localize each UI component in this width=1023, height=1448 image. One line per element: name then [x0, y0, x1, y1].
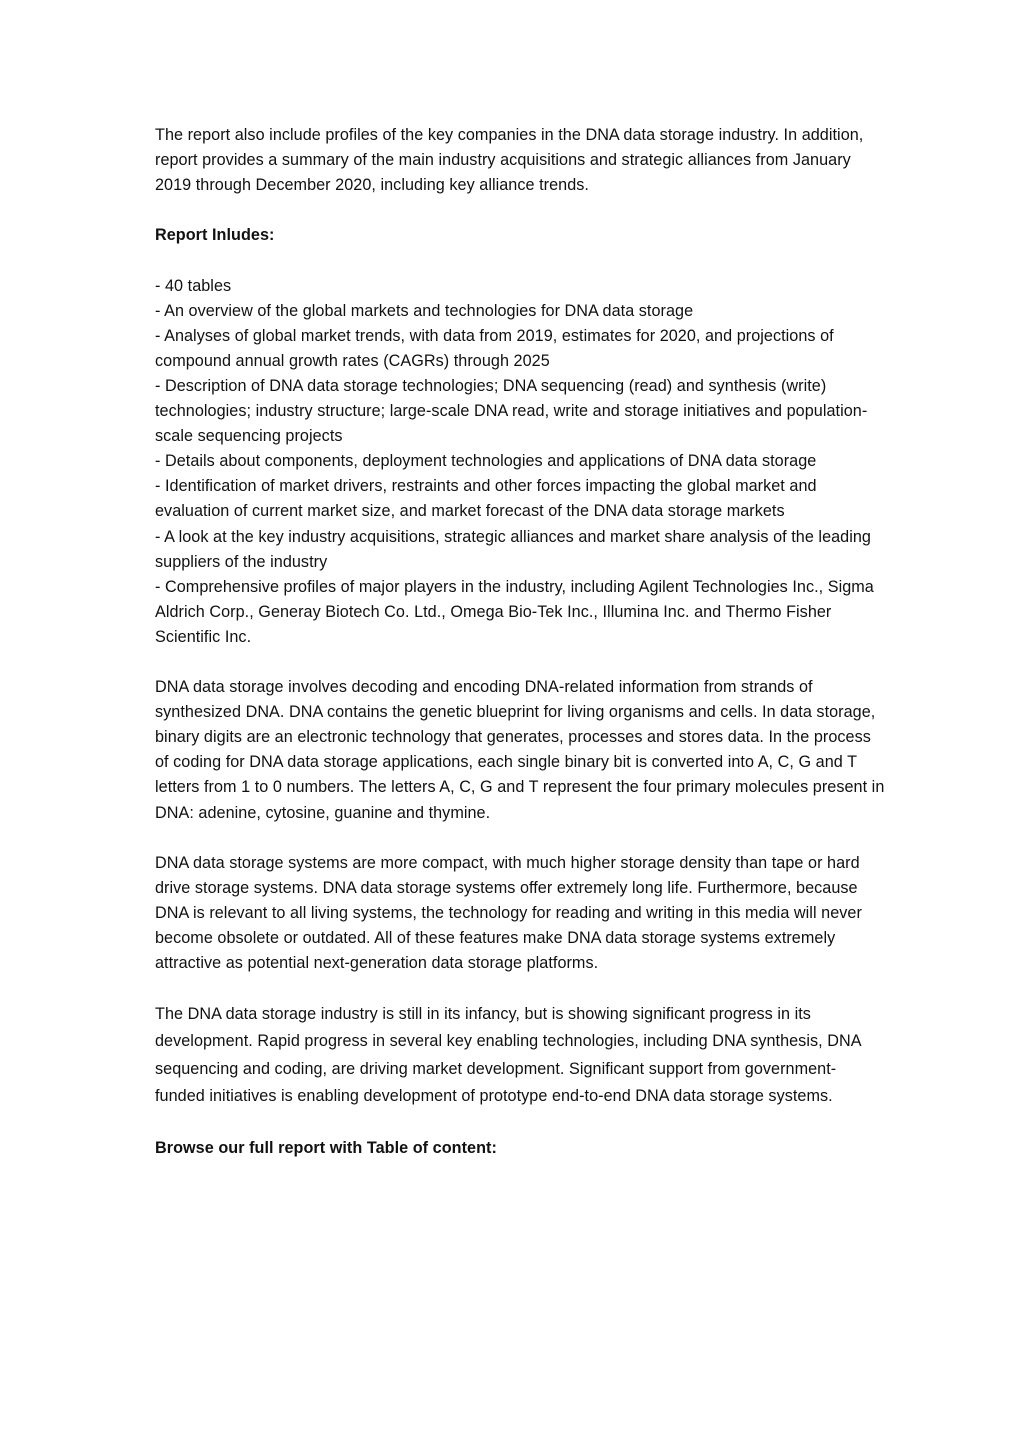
list-item: - Description of DNA data storage technologies; DNA sequencing (read) and synthesis (write) technologies; industry structure; large-scale DNA read, write and storage initiatives and population-scale sequencing projects — [155, 376, 868, 446]
definition-paragraph: DNA data storage involves decoding and encoding DNA-related information from strands of synthesized DNA. DNA contains the genetic blueprint for living organisms and cells. In data storage, binary digits are an electronic technology that generates, processes and stores data. In the process of coding for DNA data storage applications, each single binary bit is converted into A, C, G and T letters from 1 to 0 numbers. The letters A, C, G and T represent the four primary molecules present in DNA: adenine, cytosine, guanine and thymine. — [155, 678, 885, 822]
industry-status-paragraph: The DNA data storage industry is still in its infancy, but is showing significant progress in its development. Rapid progress in several key enabling technologies, including DNA synthesis, DNA sequencing and coding, are driving market development. Significant support from government-funded initiatives is enabling development of prototype end-to-end DNA data storage systems. — [155, 1005, 861, 1105]
list-item: - 40 tables — [155, 276, 232, 295]
browse-report-heading: Browse our full report with Table of content: — [155, 1139, 497, 1158]
report-includes-list — [155, 274, 885, 650]
list-item: - Analyses of global market trends, with data from 2019, estimates for 2020, and projections of compound annual growth rates (CAGRs) through 2025 — [155, 326, 834, 370]
list-item: - Identification of market drivers, restraints and other forces impacting the global market and evaluation of current market size, and market forecast of the DNA data storage markets — [155, 477, 817, 521]
list-item: - Details about components, deployment technologies and applications of DNA data storage — [155, 452, 817, 471]
document-page — [155, 123, 885, 1186]
list-item: - Comprehensive profiles of major players in the industry, including Agilent Technologies Inc., Sigma Aldrich Corp., Generay Biotech Co. Ltd., Omega Bio-Tek Inc., Illumina Inc. and Thermo Fisher Scientific Inc. — [155, 577, 874, 646]
list-item: - A look at the key industry acquisitions, strategic alliances and market share analysis of the leading suppliers of the industry — [155, 527, 871, 571]
advantages-paragraph: DNA data storage systems are more compact, with much higher storage density than tape or hard drive storage systems. DNA data storage systems offer extremely long life. Furthermore, because DNA is relevant to all living systems, the technology for reading and writing in this media will never become obsolete or outdated. All of these features make DNA data storage systems extremely attractive as potential next-generation data storage platforms. — [155, 853, 862, 973]
list-item: - An overview of the global markets and technologies for DNA data storage — [155, 301, 694, 320]
intro-paragraph: The report also include profiles of the key companies in the DNA data storage industry. In addition, report provides a summary of the main industry acquisitions and strategic alliances from January 2019 through December 2020, including key alliance trends. — [155, 126, 864, 195]
report-includes-heading: Report Inludes: — [155, 226, 275, 245]
